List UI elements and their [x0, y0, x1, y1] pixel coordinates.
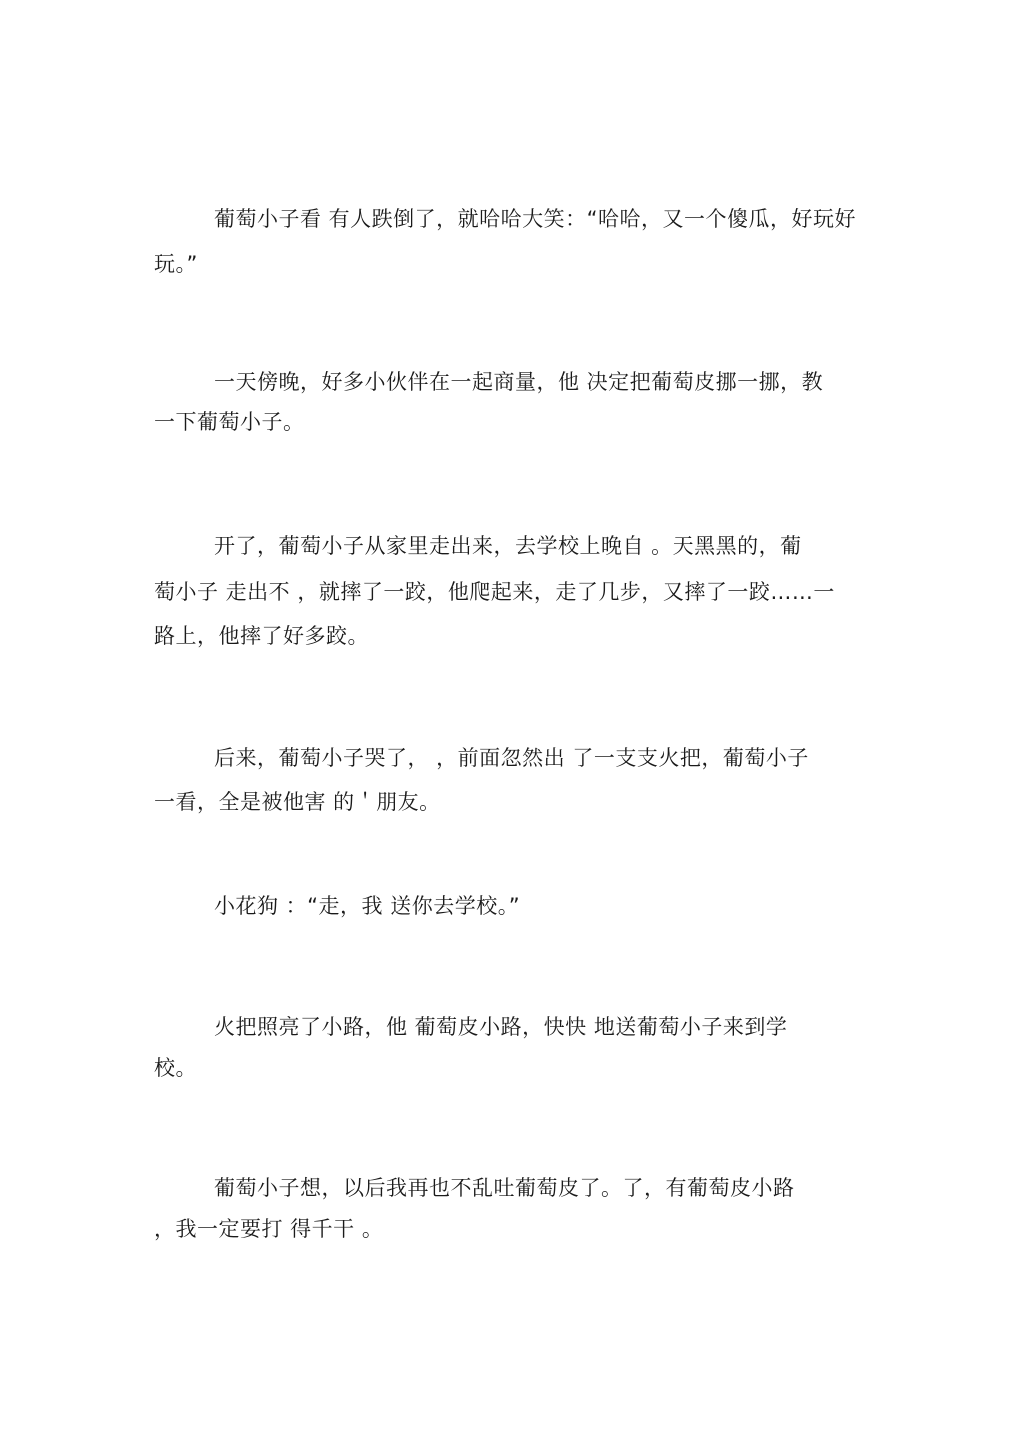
paragraph-2-line-1: 一天傍晚，好多小伙伴在一起商量，他 决定把葡萄皮挪一挪，教 [214, 370, 824, 394]
paragraph-6-line-2: 校。 [154, 1056, 197, 1080]
paragraph-3-line-2: 萄小子 走出不 ，就摔了一跤，他爬起来，走了几步，又摔了一跤……一 [154, 580, 835, 604]
paragraph-4-line-2: 一看，全是被他害 的＇朋友。 [154, 790, 441, 814]
paragraph-6-line-1: 火把照亮了小路，他 葡萄皮小路，快快 地送葡萄小子来到学 [214, 1015, 788, 1039]
paragraph-3-line-3: 路上，他摔了好多跤。 [154, 624, 369, 648]
paragraph-3-line-1: 开了，葡萄小子从家里走出来，去学校上晚自 。天黑黑的，葡 [214, 534, 802, 558]
paragraph-2-line-2: 一下葡萄小子。 [154, 410, 305, 434]
paragraph-7-line-1: 葡萄小子想，以后我再也不乱吐葡萄皮了。了，有葡萄皮小路 [214, 1176, 795, 1200]
paragraph-1-line-2: 玩。” [154, 252, 198, 276]
paragraph-1-line-1: 葡萄小子看 有人跌倒了，就哈哈大笑：“哈哈，又一个傻瓜，好玩好 [214, 207, 857, 231]
paragraph-7-line-2: ，我一定要打 得千干 。 [154, 1217, 384, 1241]
paragraph-5-line-1: 小花狗 ：“走，我 送你去学校。” [214, 894, 521, 918]
paragraph-4-line-1: 后来，葡萄小子哭了， ，前面忽然出 了一支支火把，葡萄小子 [214, 746, 809, 770]
